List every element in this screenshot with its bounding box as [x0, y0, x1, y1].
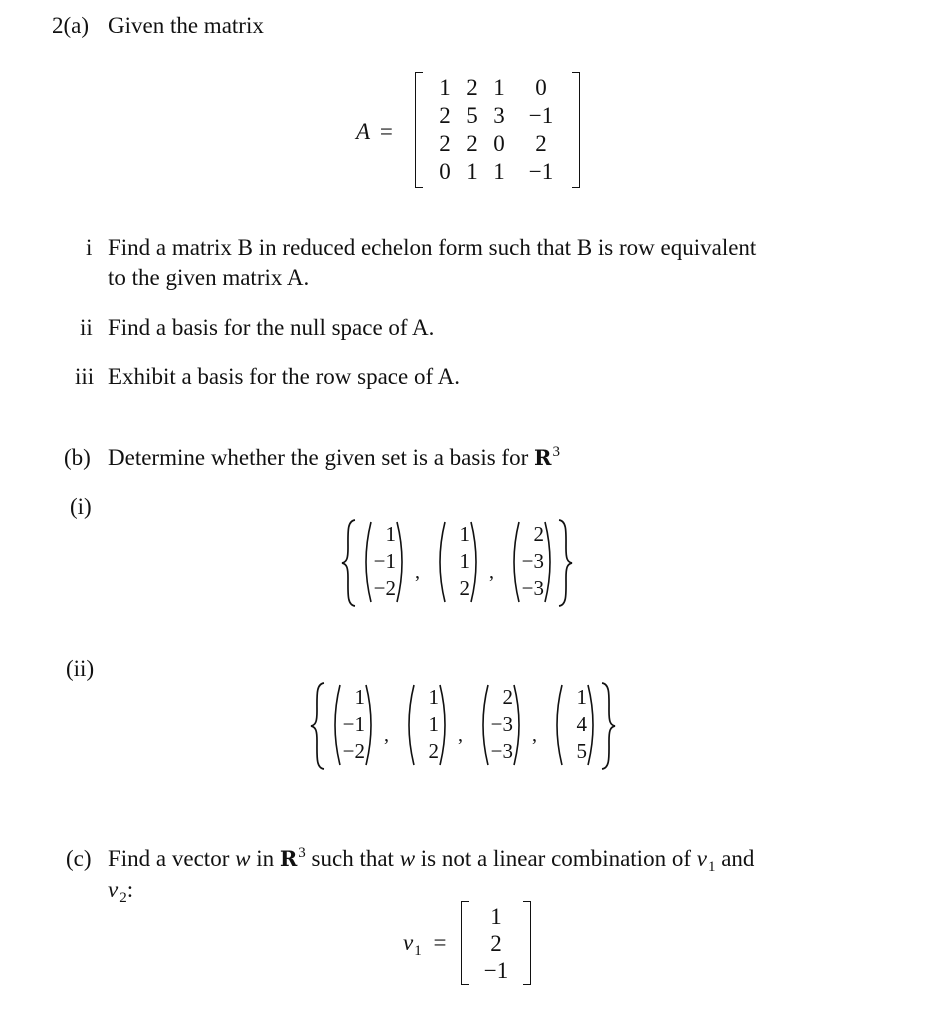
- matrix-a-symbol: A: [356, 119, 371, 144]
- v1-entry: −1: [483, 958, 509, 983]
- part-c-text-b: in: [250, 846, 280, 871]
- subpart-iii-label: iii: [75, 364, 95, 389]
- w-symbol: w: [235, 846, 251, 871]
- vector-entry: 1: [428, 712, 439, 736]
- matrix-a-cell: 2: [439, 103, 451, 128]
- subpart-i-text-line2: to the given matrix A.: [108, 265, 310, 290]
- part-c-text-d: is not a linear combination of: [415, 846, 697, 871]
- part-c-text-a: Find a vector: [108, 846, 236, 871]
- vector-entry: −1: [342, 712, 365, 736]
- matrix-a-cell: 5: [466, 103, 478, 128]
- vector-entry: −3: [490, 712, 513, 736]
- part-c-text-e: and: [715, 846, 755, 871]
- v1-equals: =: [433, 930, 447, 955]
- vector-entry: −1: [373, 549, 396, 573]
- vector-separator-comma: ,: [458, 724, 463, 746]
- v1-entry: 1: [490, 904, 502, 929]
- matrix-a-cell: 1: [493, 159, 505, 184]
- r-symbol-c: R: [279, 846, 298, 871]
- matrix-a-cell: 2: [535, 131, 547, 156]
- vector-entry: 1: [576, 685, 587, 709]
- vector-entry: 1: [385, 522, 396, 546]
- part-c-text-c: such that: [305, 846, 400, 871]
- vector-entry: −3: [490, 739, 513, 763]
- vector-separator-comma: ,: [415, 561, 420, 583]
- column-vector: [553, 683, 597, 767]
- matrix-a-cell: 0: [493, 131, 505, 156]
- v-sub-1: 1: [707, 859, 716, 875]
- colon: :: [126, 877, 134, 902]
- subpart-iii-text: Exhibit a basis for the row space of A.: [108, 364, 460, 389]
- part-b-prompt: Determine whether the given set is a basis for: [108, 445, 535, 470]
- matrix-a-cell: 1: [493, 75, 505, 100]
- vector-separator-comma: ,: [532, 724, 537, 746]
- vector-separator-comma: ,: [489, 561, 494, 583]
- v2-symbol: v: [108, 877, 119, 902]
- v1-subscript: 1: [414, 943, 422, 959]
- matrix-a-cell: 1: [466, 159, 478, 184]
- v-sub-2: 2: [119, 890, 127, 906]
- column-vector: [479, 683, 523, 767]
- v-symbol: v: [696, 846, 707, 871]
- vector-entry: 2: [533, 522, 544, 546]
- subpart-i-text-line1: Find a matrix B in reduced echelon form such that B is row equivalent: [108, 235, 757, 260]
- r-exponent: 3: [552, 444, 560, 460]
- matrix-a-cell: −1: [528, 103, 554, 128]
- r-exponent-c: 3: [298, 845, 306, 861]
- question-number: 2(a): [52, 13, 90, 38]
- column-vector: [405, 683, 449, 767]
- vector-entry: 1: [354, 685, 365, 709]
- matrix-a-cell: 0: [535, 75, 547, 100]
- matrix-a: [415, 72, 580, 188]
- left-brace: [309, 681, 327, 775]
- matrix-a-label: [356, 120, 393, 143]
- vector-entry: 1: [459, 522, 470, 546]
- vector-entry: 5: [576, 739, 587, 763]
- v1-label: [403, 930, 447, 959]
- subpart-i-label: i: [86, 235, 93, 260]
- v1-letter: v: [403, 930, 414, 955]
- vector-entry: −3: [521, 549, 544, 573]
- r-symbol: R: [534, 445, 552, 470]
- column-vector: [510, 520, 554, 604]
- column-vector: [331, 683, 375, 767]
- part-b-text: [108, 446, 560, 469]
- vector-entry: 1: [428, 685, 439, 709]
- equals-sign: =: [379, 119, 393, 144]
- part-c-label: (c): [66, 846, 92, 871]
- left-brace: [340, 518, 358, 612]
- vector-entry: 2: [459, 576, 470, 600]
- right-brace: [556, 518, 574, 612]
- subpart-ii-text: Find a basis for the null space of A.: [108, 315, 435, 340]
- part-b-label: (b): [64, 445, 91, 470]
- matrix-a-cell: 2: [439, 131, 451, 156]
- part-c-line2: [108, 877, 134, 906]
- right-brace: [599, 681, 617, 775]
- vector-entry: 1: [459, 549, 470, 573]
- column-vector: [436, 520, 480, 604]
- part-c-text: [108, 845, 755, 875]
- matrix-a-cell: 1: [439, 75, 451, 100]
- matrix-a-cell: 3: [493, 103, 505, 128]
- vector-v1: [461, 901, 531, 985]
- subpart-ii-label: ii: [80, 315, 93, 340]
- vector-entry: −2: [373, 576, 396, 600]
- matrix-a-cell: 2: [466, 131, 478, 156]
- vector-entry: 4: [576, 712, 587, 736]
- matrix-a-cell: −1: [528, 159, 554, 184]
- set-ii-label: (ii): [66, 656, 95, 681]
- matrix-a-cell: 2: [466, 75, 478, 100]
- column-vector: [362, 520, 406, 604]
- vector-entry: 2: [428, 739, 439, 763]
- matrix-a-cell: 0: [439, 159, 451, 184]
- w-symbol-2: w: [399, 846, 416, 871]
- set-i-label: (i): [70, 494, 92, 519]
- vector-entry: 2: [502, 685, 513, 709]
- vector-entry: −2: [342, 739, 365, 763]
- question-intro: Given the matrix: [108, 13, 264, 38]
- v1-entry: 2: [490, 931, 502, 956]
- vector-separator-comma: ,: [384, 724, 389, 746]
- vector-entry: −3: [521, 576, 544, 600]
